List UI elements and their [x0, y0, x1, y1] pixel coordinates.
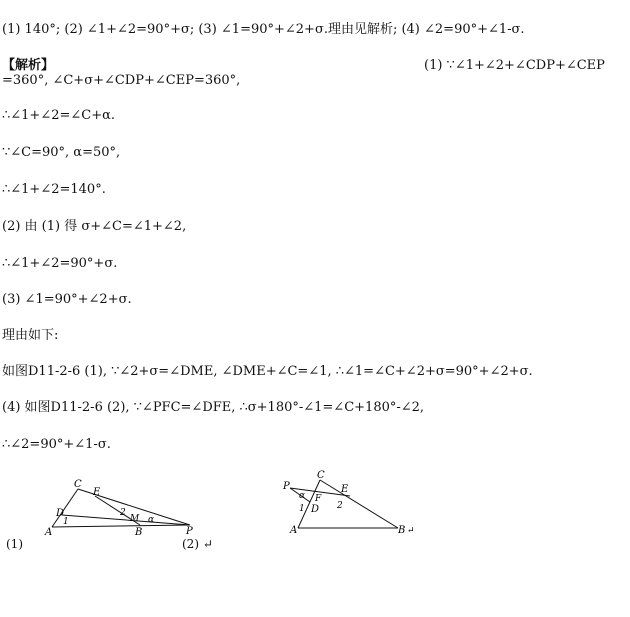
analysis-line-5: ∴∠1+∠2=140°.: [2, 182, 106, 197]
fig2-label-a: A: [290, 525, 298, 535]
analysis-line-1-right: (1) ∵∠1+∠2+∠CDP+∠CEP: [424, 58, 605, 73]
fig2-label-2: 2: [337, 501, 343, 511]
analysis-line-4: ∵∠C=90°, α=50°,: [2, 145, 121, 160]
answer-summary: (1) 140°; (2) ∠1+∠2=90°+σ; (3) ∠1=90°+∠2+σ.理由见解析; (4) ∠2=90°+∠1-σ.: [2, 22, 525, 37]
analysis-line-10: 如图D11-2-6 (1), ∵∠2+σ=∠DME, ∠DME+∠C=∠1, ∴∠1=∠C+∠2+σ=90°+∠2+σ.: [2, 364, 533, 379]
analysis-line-9: 理由如下:: [2, 328, 59, 343]
figure-2-diagram: [280, 470, 420, 535]
fig1-label-b: B: [135, 527, 143, 538]
fig2-return-mark: ↵: [407, 526, 415, 535]
figure-1-diagram: [40, 475, 210, 540]
fig1-label-2: 2: [120, 508, 126, 518]
figure-2-caption-text: (2): [182, 537, 199, 551]
analysis-line-7: ∴∠1+∠2=90°+σ.: [2, 256, 118, 271]
analysis-line-8: (3) ∠1=90°+∠2+σ.: [2, 292, 132, 307]
fig2-label-d: D: [311, 504, 320, 515]
fig2-segment-cb: [320, 480, 398, 528]
fig1-label-p: P: [186, 526, 193, 537]
analysis-heading: 【解析】: [2, 58, 55, 73]
analysis-line-3: ∴∠1+∠2=∠C+α.: [2, 108, 116, 123]
fig2-label-1: 1: [299, 504, 305, 514]
fig1-label-c: C: [74, 479, 82, 490]
fig1-label-m: M: [130, 514, 140, 524]
analysis-line-12: ∴∠2=90°+∠1-σ.: [2, 437, 111, 452]
analysis-line-11: (4) 如图D11-2-6 (2), ∵∠PFC=∠DFE, ∴σ+180°-∠1=∠C+180°-∠2,: [2, 400, 425, 415]
fig1-label-a: A: [45, 527, 53, 538]
fig2-label-p: P: [283, 481, 290, 492]
analysis-line-2: =360°, ∠C+σ+∠CDP+∠CEP=360°,: [2, 73, 241, 88]
analysis-line-6: (2) 由 (1) 得 σ+∠C=∠1+∠2,: [2, 219, 187, 234]
fig2-label-b: B: [398, 525, 406, 535]
figure-2-caption: [182, 537, 213, 551]
fig1-label-d: D: [56, 508, 65, 519]
figure-2-caption-return-mark: ↵: [202, 537, 213, 551]
fig1-segment-ap: [52, 525, 190, 527]
fig2-label-alpha: α: [299, 491, 306, 501]
fig2-label-e: E: [341, 484, 349, 495]
fig1-label-e: E: [93, 487, 101, 498]
fig2-label-c: C: [317, 470, 325, 481]
fig1-label-1: 1: [63, 517, 69, 527]
fig1-label-alpha: α: [148, 515, 155, 525]
fig2-label-f: F: [315, 494, 322, 504]
figure-1-caption: (1): [6, 537, 23, 551]
